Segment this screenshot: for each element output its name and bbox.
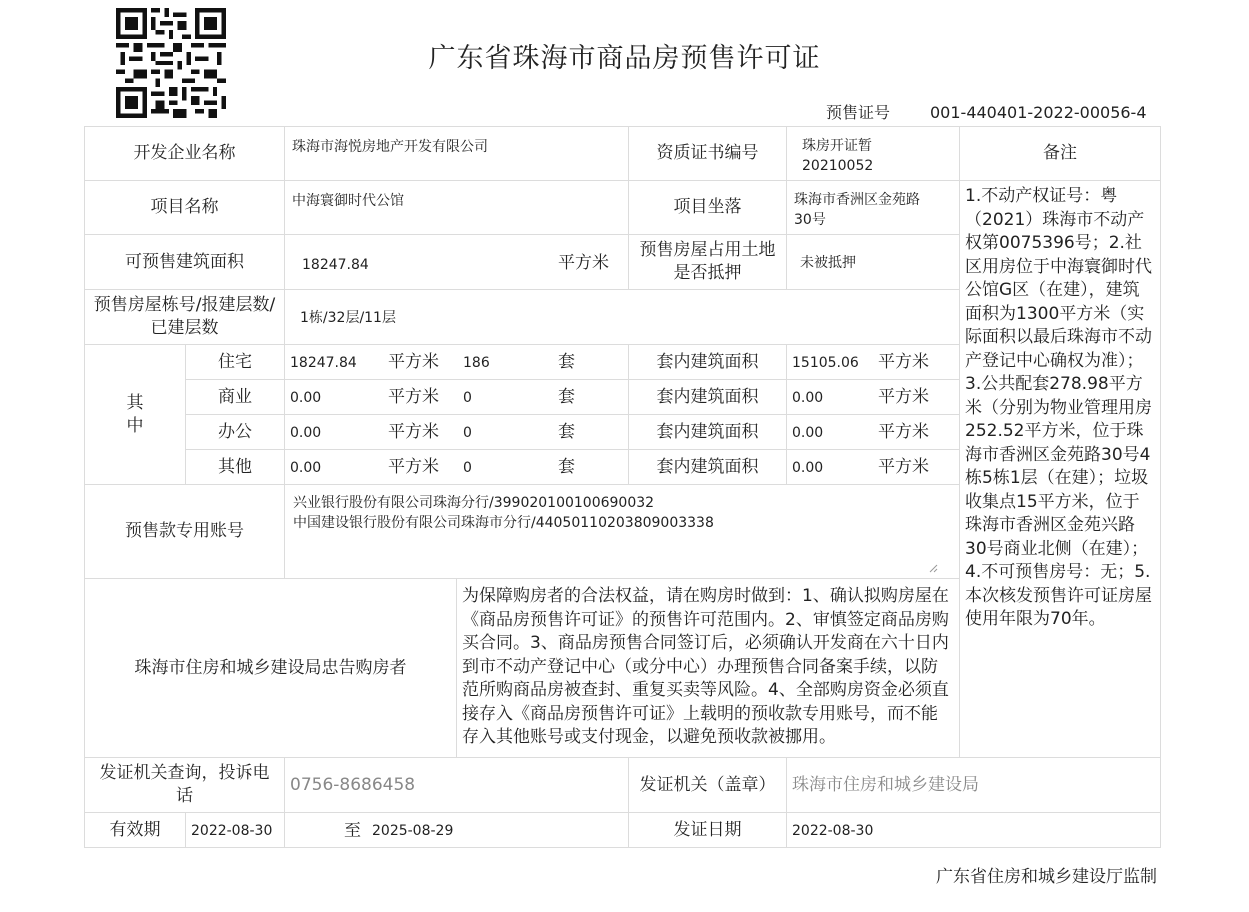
type-label: 商业 [218, 386, 252, 407]
type-count: 186 [463, 355, 490, 371]
type-count-unit: 套 [558, 352, 575, 372]
footer-supervisor: 广东省住房和城乡建设厅监制 [936, 867, 1157, 887]
mortgage-value: 未被抵押 [800, 255, 856, 271]
inner-area-unit: 平方米 [878, 352, 929, 372]
inner-area: 0.00 [792, 460, 824, 476]
type-label: 其他 [218, 456, 252, 477]
issue-date-value: 2022-08-30 [792, 823, 874, 839]
resize-handle-icon[interactable] [929, 564, 938, 573]
remarks-text: 1.不动产权证号：粤（2021）珠海市不动产权第0075396号；2.社区用房位于中海寰御时代公馆G区（在建），建筑面积为1300平方米（实际面积以最后珠海市不动产登记中心确权为准）；3.公共配套278.98平方米（分别为物业管理用房252.52平方米，位于珠海市香洲区金苑路30号4栋5栋1层（在建）；垃圾收集点15平方米，位于珠海市香洲区金苑兴路30号商业北侧（在建）；4.不可预售房号：无；5.本次核发预售许可证房屋使用年限为70年。 [965, 186, 1152, 629]
developer-label: 开发企业名称 [133, 143, 236, 163]
project-label: 项目名称 [150, 197, 219, 217]
cert-number [826, 100, 1147, 123]
authority-value: 珠海市住房和城乡建设局 [792, 775, 979, 795]
inner-area: 0.00 [792, 425, 824, 441]
building-value: 1栋/32层/11层 [300, 310, 396, 326]
inner-area-label: 套内建筑面积 [656, 351, 759, 372]
type-label: 办公 [218, 421, 252, 442]
type-area-unit: 平方米 [388, 422, 439, 442]
accounts-textarea[interactable] [286, 487, 940, 575]
inner-area-label: 套内建筑面积 [656, 421, 759, 442]
accounts-label: 预售款专用账号 [125, 521, 244, 541]
type-area: 0.00 [290, 390, 322, 406]
validity-to-label: 至 [344, 821, 361, 841]
account-line-1: 兴业银行股份有限公司珠海分行/399020100100690032 [293, 495, 655, 511]
type-count-unit: 套 [558, 387, 575, 407]
inner-area-label: 套内建筑面积 [656, 386, 759, 407]
validity-label: 有效期 [109, 819, 161, 840]
type-count-unit: 套 [558, 422, 575, 442]
validity-to: 2025-08-29 [372, 823, 454, 839]
project-value: 中海寰御时代公馆 [292, 193, 404, 209]
hotline-value: 0756-8686458 [290, 775, 416, 795]
type-count: 0 [463, 390, 472, 406]
building-label: 预售房屋栋号/报建层数/ 已建层数 [93, 295, 276, 338]
page-title: 广东省珠海市商品房预售许可证 [428, 43, 821, 74]
type-label: 住宅 [218, 351, 252, 372]
validity-from: 2022-08-30 [191, 823, 273, 839]
type-area: 0.00 [290, 425, 322, 441]
location-label: 项目坐落 [673, 197, 742, 217]
type-count: 0 [463, 460, 472, 476]
inner-area: 0.00 [792, 390, 824, 406]
inner-area-unit: 平方米 [878, 422, 929, 442]
type-area-unit: 平方米 [388, 457, 439, 477]
remarks-label: 备注 [1043, 143, 1077, 163]
type-count: 0 [463, 425, 472, 441]
type-area: 18247.84 [290, 355, 357, 371]
authority-label: 发证机关（盖章） [639, 774, 776, 795]
qualification-value: 珠房开证暂 20210052 [802, 138, 874, 174]
breakdown-label: 其 中 [126, 392, 144, 436]
issue-date-label: 发证日期 [673, 819, 742, 840]
area-label: 可预售建筑面积 [125, 251, 244, 272]
inner-area-unit: 平方米 [878, 457, 929, 477]
inner-area-unit: 平方米 [878, 387, 929, 407]
type-area: 0.00 [290, 460, 322, 476]
notice-text: 为保障购房者的合法权益，请在购房时做到：1、确认拟购房屋在《商品房预售许可证》的预售许可范围内。2、审慎签定商品房购买合同。3、商品房预售合同签订后，必须确认开发商在六十日内到市不动产登记中心（或分中心）办理预售合同备案手续，以防范所购商品房被查封、重复买卖等风险。4、全部购房资金必须直接存入《商品房预售许可证》上载明的预收款专用账号，而不能存入其他账号或支付现金，以避免预收款被挪用。 [462, 586, 949, 747]
notice-label: 珠海市住房和城乡建设局忠告购房者 [134, 657, 407, 678]
hotline-label: 发证机关查询，投诉电 话 [99, 763, 270, 806]
type-count-unit: 套 [558, 457, 575, 477]
area-value: 18247.84 [302, 257, 369, 273]
location-value: 珠海市香洲区金苑路 30号 [794, 192, 920, 228]
qualification-label: 资质证书编号 [656, 143, 759, 163]
cert-number-label: 预售证号 [826, 103, 891, 122]
cert-number-value: 001-440401-2022-00056-4 [930, 103, 1147, 122]
inner-area-label: 套内建筑面积 [656, 456, 759, 477]
type-area-unit: 平方米 [388, 352, 439, 372]
developer-value: 珠海市海悦房地产开发有限公司 [292, 139, 488, 155]
mortgage-label: 预售房屋占用土地 是否抵押 [639, 240, 776, 283]
type-area-unit: 平方米 [388, 387, 439, 407]
area-unit: 平方米 [558, 253, 609, 273]
inner-area: 15105.06 [792, 355, 859, 371]
account-line-2: 中国建设银行股份有限公司珠海市分行/44050110203809003338 [293, 515, 714, 531]
